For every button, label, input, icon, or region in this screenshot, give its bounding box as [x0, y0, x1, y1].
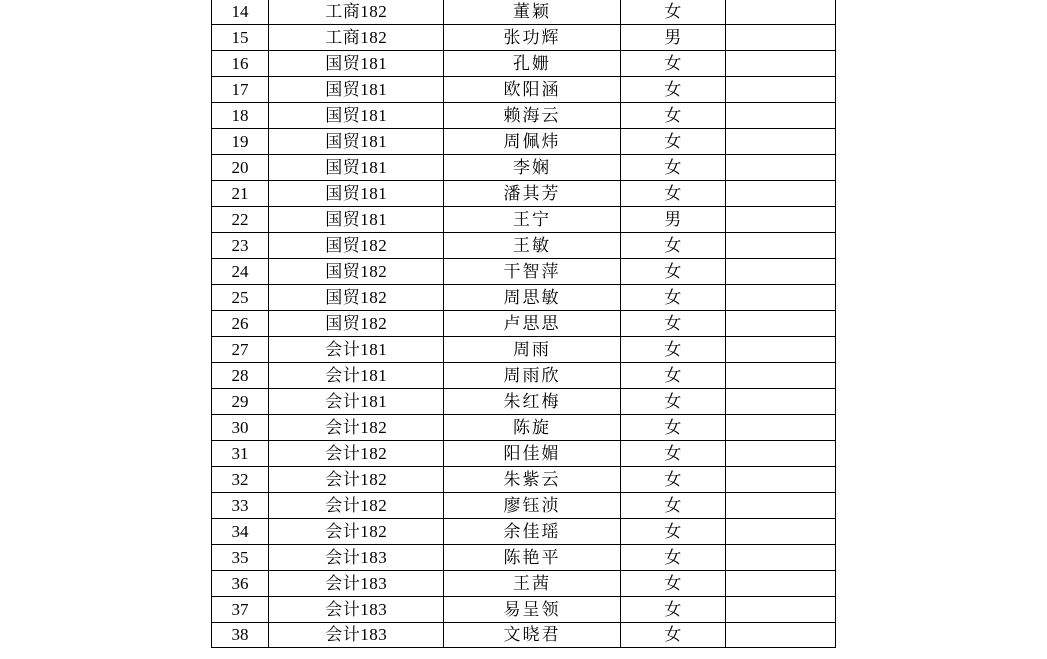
cell-note — [725, 155, 835, 181]
cell-name: 周佩炜 — [444, 129, 620, 155]
cell-class: 国贸182 — [269, 311, 444, 337]
cell-sex: 女 — [620, 597, 725, 623]
cell-index: 33 — [212, 493, 269, 519]
cell-name: 陈艳平 — [444, 545, 620, 571]
cell-index: 17 — [212, 77, 269, 103]
cell-class: 会计183 — [269, 571, 444, 597]
cell-name: 易呈领 — [444, 597, 620, 623]
table-row — [212, 77, 836, 103]
cell-class: 会计183 — [269, 623, 444, 648]
cell-sex: 女 — [620, 311, 725, 337]
roster-table — [211, 0, 836, 648]
cell-class: 会计182 — [269, 441, 444, 467]
cell-sex: 女 — [620, 467, 725, 493]
cell-name: 干智萍 — [444, 259, 620, 285]
cell-class: 会计181 — [269, 363, 444, 389]
cell-class: 国贸181 — [269, 77, 444, 103]
cell-sex: 女 — [620, 181, 725, 207]
cell-index: 28 — [212, 363, 269, 389]
cell-class: 国贸181 — [269, 155, 444, 181]
cell-name: 余佳瑶 — [444, 519, 620, 545]
roster-table-body — [212, 0, 836, 648]
table-row — [212, 25, 836, 51]
cell-note — [725, 0, 835, 25]
cell-note — [725, 259, 835, 285]
cell-sex: 女 — [620, 441, 725, 467]
cell-class: 国贸181 — [269, 181, 444, 207]
cell-index: 31 — [212, 441, 269, 467]
cell-class: 会计182 — [269, 493, 444, 519]
cell-name: 张功辉 — [444, 25, 620, 51]
cell-note — [725, 51, 835, 77]
cell-name: 卢思思 — [444, 311, 620, 337]
cell-index: 15 — [212, 25, 269, 51]
cell-note — [725, 77, 835, 103]
cell-class: 工商182 — [269, 0, 444, 25]
table-row — [212, 207, 836, 233]
cell-index: 26 — [212, 311, 269, 337]
cell-index: 34 — [212, 519, 269, 545]
cell-sex: 女 — [620, 103, 725, 129]
cell-note — [725, 129, 835, 155]
cell-class: 国贸181 — [269, 51, 444, 77]
cell-name: 董颖 — [444, 0, 620, 25]
cell-index: 27 — [212, 337, 269, 363]
cell-note — [725, 441, 835, 467]
cell-name: 朱紫云 — [444, 467, 620, 493]
cell-sex: 女 — [620, 285, 725, 311]
cell-note — [725, 285, 835, 311]
cell-index: 23 — [212, 233, 269, 259]
cell-class: 国贸181 — [269, 103, 444, 129]
cell-name: 阳佳媚 — [444, 441, 620, 467]
cell-name: 李娴 — [444, 155, 620, 181]
cell-class: 工商182 — [269, 25, 444, 51]
cell-note — [725, 545, 835, 571]
cell-note — [725, 337, 835, 363]
cell-sex: 女 — [620, 415, 725, 441]
cell-class: 会计182 — [269, 467, 444, 493]
cell-class: 会计182 — [269, 519, 444, 545]
cell-note — [725, 623, 835, 648]
cell-index: 18 — [212, 103, 269, 129]
cell-class: 国贸181 — [269, 207, 444, 233]
cell-sex: 女 — [620, 363, 725, 389]
cell-sex: 女 — [620, 259, 725, 285]
cell-note — [725, 389, 835, 415]
table-row — [212, 155, 836, 181]
cell-name: 潘其芳 — [444, 181, 620, 207]
cell-note — [725, 233, 835, 259]
cell-class: 国贸182 — [269, 259, 444, 285]
table-row — [212, 493, 836, 519]
cell-name: 文晓君 — [444, 623, 620, 648]
cell-index: 37 — [212, 597, 269, 623]
cell-index: 22 — [212, 207, 269, 233]
cell-index: 14 — [212, 0, 269, 25]
table-row — [212, 0, 836, 25]
cell-note — [725, 311, 835, 337]
cell-note — [725, 597, 835, 623]
cell-note — [725, 519, 835, 545]
cell-note — [725, 415, 835, 441]
table-row — [212, 363, 836, 389]
cell-sex: 女 — [620, 155, 725, 181]
table-row — [212, 259, 836, 285]
table-row — [212, 285, 836, 311]
cell-note — [725, 25, 835, 51]
cell-class: 会计181 — [269, 337, 444, 363]
cell-note — [725, 493, 835, 519]
table-row — [212, 103, 836, 129]
cell-note — [725, 207, 835, 233]
table-row — [212, 597, 836, 623]
cell-sex: 女 — [620, 545, 725, 571]
roster-table-container — [211, 0, 836, 648]
cell-index: 30 — [212, 415, 269, 441]
cell-index: 21 — [212, 181, 269, 207]
cell-index: 29 — [212, 389, 269, 415]
cell-name: 周雨欣 — [444, 363, 620, 389]
cell-sex: 男 — [620, 25, 725, 51]
cell-class: 会计182 — [269, 415, 444, 441]
table-row — [212, 337, 836, 363]
cell-sex: 女 — [620, 337, 725, 363]
cell-sex: 女 — [620, 51, 725, 77]
cell-index: 32 — [212, 467, 269, 493]
cell-index: 20 — [212, 155, 269, 181]
cell-class: 会计183 — [269, 597, 444, 623]
table-row — [212, 441, 836, 467]
table-row — [212, 623, 836, 648]
cell-note — [725, 467, 835, 493]
table-row — [212, 415, 836, 441]
cell-name: 王宁 — [444, 207, 620, 233]
cell-name: 欧阳涵 — [444, 77, 620, 103]
cell-name: 廖钰浈 — [444, 493, 620, 519]
cell-index: 25 — [212, 285, 269, 311]
cell-name: 周雨 — [444, 337, 620, 363]
cell-index: 16 — [212, 51, 269, 77]
cell-name: 孔姗 — [444, 51, 620, 77]
table-row — [212, 467, 836, 493]
cell-sex: 女 — [620, 493, 725, 519]
cell-note — [725, 103, 835, 129]
cell-index: 24 — [212, 259, 269, 285]
table-row — [212, 545, 836, 571]
cell-class: 国贸181 — [269, 129, 444, 155]
cell-sex: 女 — [620, 519, 725, 545]
table-row — [212, 51, 836, 77]
cell-index: 19 — [212, 129, 269, 155]
cell-sex: 女 — [620, 623, 725, 648]
cell-sex: 女 — [620, 571, 725, 597]
cell-name: 王敏 — [444, 233, 620, 259]
table-row — [212, 181, 836, 207]
cell-sex: 女 — [620, 233, 725, 259]
cell-sex: 女 — [620, 0, 725, 25]
table-row — [212, 311, 836, 337]
cell-name: 朱红梅 — [444, 389, 620, 415]
cell-name: 周思敏 — [444, 285, 620, 311]
cell-index: 36 — [212, 571, 269, 597]
cell-sex: 女 — [620, 77, 725, 103]
cell-index: 35 — [212, 545, 269, 571]
cell-class: 会计181 — [269, 389, 444, 415]
cell-class: 会计183 — [269, 545, 444, 571]
cell-class: 国贸182 — [269, 233, 444, 259]
cell-name: 赖海云 — [444, 103, 620, 129]
cell-name: 王茜 — [444, 571, 620, 597]
cell-sex: 女 — [620, 129, 725, 155]
cell-sex: 女 — [620, 389, 725, 415]
cell-note — [725, 363, 835, 389]
cell-class: 国贸182 — [269, 285, 444, 311]
cell-note — [725, 181, 835, 207]
table-row — [212, 233, 836, 259]
cell-index: 38 — [212, 623, 269, 648]
table-row — [212, 519, 836, 545]
cell-note — [725, 571, 835, 597]
cell-sex: 男 — [620, 207, 725, 233]
cell-name: 陈旋 — [444, 415, 620, 441]
table-row — [212, 389, 836, 415]
table-row — [212, 129, 836, 155]
table-row — [212, 571, 836, 597]
